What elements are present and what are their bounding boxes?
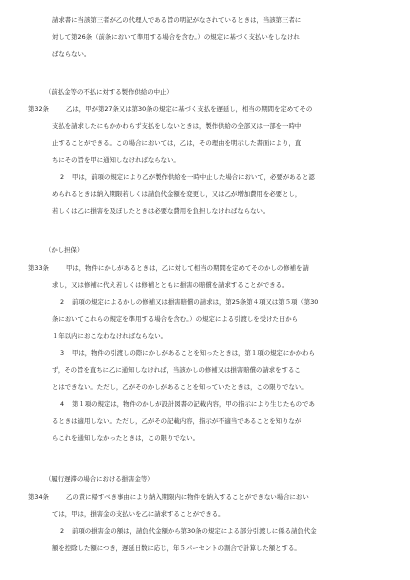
paragraph-line: 支払を請求したにもかかわらず支払をしないときは，製作供給の全部又は一部を一時中 [52, 122, 302, 130]
paragraph-line: 請求書に当該第三者が乙の代理人である旨の明記がなされているときは，当該第三者に [52, 16, 302, 24]
article-number: 第34条 [28, 493, 49, 501]
article-number: 第33条 [28, 264, 49, 272]
paragraph-number: 4 [60, 400, 65, 408]
paragraph-line: るときは適用しない。ただし，乙がその記載内容，指示が不適当であることを知りなが [52, 417, 302, 425]
article-heading: （かし担保） [45, 246, 84, 254]
paragraph-line: とはできない。ただし，乙がそのかしがあることを知っていたときは，この限りでない。 [52, 383, 308, 391]
paragraph-line: １年以内におこなわなければならない。 [52, 332, 168, 340]
paragraph-line: 若しくは乙に損害を及ぼしたときは必要な費用を負担しなければならない。 [52, 207, 270, 215]
paragraph-line: ては，甲は，損害金の支払いを乙に請求することができる。 [52, 510, 225, 518]
article-heading: （前払金等の不払に対する製作供給の中止） [45, 88, 173, 96]
paragraph-line: 甲は，物件の引渡しの際にかしがあることを知ったときは，第１項の規定にかかわら [72, 349, 315, 357]
paragraph-number: 2 [60, 298, 65, 306]
paragraph-number: 2 [60, 527, 65, 535]
paragraph-number: 2 [60, 173, 65, 181]
paragraph-line: 前項の損害金の額は，請負代金額から第30条の規定による部分引渡しに係る請負代金 [72, 527, 317, 535]
paragraph-line: 対して第26条（前条において準用する場合を含む。）の規定に基づく支払いをしなけれ [52, 33, 300, 41]
paragraph-line: 甲は，前項の規定により乙が製作供給を一時中止した場合において，必要があると認 [72, 173, 315, 181]
paragraph-line: 額を控除した額につき，遅延日数に応じ，年５パーセントの割合で計算した額とする。 [52, 544, 301, 552]
paragraph-line: 第１項の規定は，物件のかしが設計図書の記載内容，甲の指示により生じたものであ [72, 400, 315, 408]
paragraph-line: ず，その旨を直ちに乙に通知しなければ，当該かしの修補又は損害賠償の請求をするこ [52, 366, 301, 374]
paragraph-line: 乙の責に帰すべき事由により納入期限内に物件を納入することができない場合におい [66, 493, 309, 501]
paragraph-line: 前項の規定によるかしの修補又は損害賠償の請求は，第25条第４項又は第５項（第30 [72, 298, 319, 306]
paragraph-line: ちにその旨を甲に通知しなければならない。 [52, 156, 180, 164]
paragraph-line: 止することができる。この場合においては，乙は，その理由を明示した書面により，直 [52, 139, 302, 147]
paragraph-number: 3 [60, 349, 65, 357]
paragraph-line: 求し，又は修補に代え若しくは修補とともに損害の賠償を請求することができる。 [52, 281, 289, 289]
paragraph-line: らこれを通知しなかったときは，この限りでない。 [52, 434, 199, 442]
article-number: 第32条 [28, 105, 49, 113]
article-heading: （履行遅滞の場合における損害金等） [45, 475, 154, 483]
paragraph-line: 条においてこれらの規定を準用する場合を含む。）の規定による引渡しを受けた日から [52, 315, 299, 323]
paragraph-line: ばならない。 [52, 50, 91, 58]
paragraph-line: 乙は，甲が第27条又は第30条の規定に基づく支払を遅延し，相当の期間を定めてその [66, 105, 313, 113]
paragraph-line: められるときは納入期限若しくは請負代金額を変更し，又は乙が増加費用を必要とし， [52, 190, 302, 198]
paragraph-line: 甲は，物件にかしがあるときは，乙に対して相当の期間を定めてそのかしの修補を請 [66, 264, 309, 272]
